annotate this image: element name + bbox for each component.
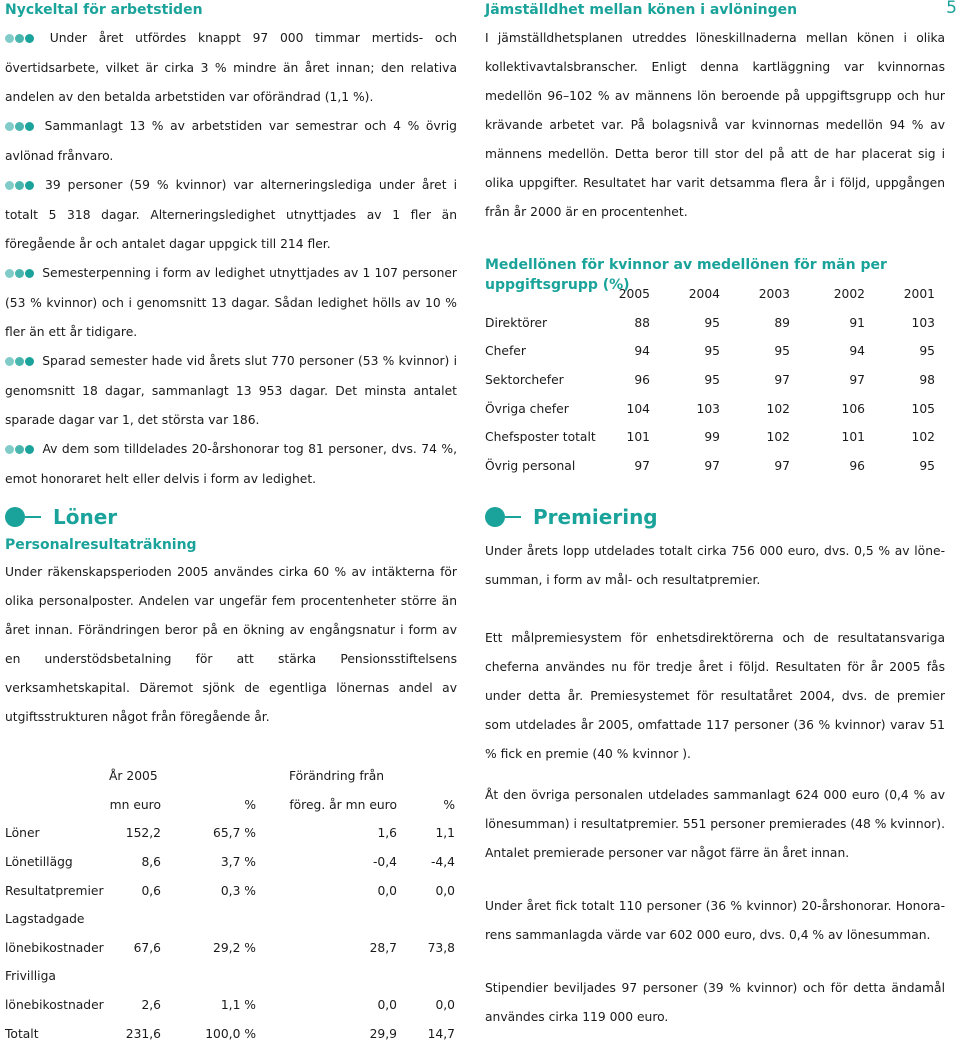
cell-value: 3,7 % <box>220 855 256 870</box>
cell-value: 96 <box>634 373 650 388</box>
cell-value: 103 <box>696 401 720 416</box>
year-header: 2005 <box>618 287 650 302</box>
cell-value <box>105 962 161 991</box>
bullet-item <box>5 171 457 259</box>
cost-table-row <box>5 962 455 991</box>
cell-value: 1,1 <box>435 826 455 841</box>
cell-value <box>161 905 256 934</box>
cell-value: 0,3 % <box>220 883 256 898</box>
cell-value: 102 <box>766 430 790 445</box>
cell-value <box>397 962 455 991</box>
row-label: Resultatpremier <box>5 883 104 898</box>
cell-value: 95 <box>919 344 935 359</box>
cell-value: 102 <box>911 430 935 445</box>
premiering-paragraph: Stipendier beviljades 97 personer (39 % kvinnor) och för detta ändamål användes cirka 119 000 euro. <box>485 981 945 1024</box>
cell-value: 0,6 <box>141 883 161 898</box>
cell-value: 152,2 <box>125 826 161 841</box>
cell-value <box>256 905 397 934</box>
cell-value: 100,0 % <box>205 1026 256 1041</box>
cell-value: 97 <box>849 373 865 388</box>
row-label: Chefer <box>485 344 526 359</box>
cell-value: 89 <box>774 315 790 330</box>
salary-ratio-row <box>485 452 935 481</box>
salary-ratio-row <box>485 366 935 395</box>
premiering-paragraph: Under året fick totalt 110 personer (36 % kvinnor) 20-årshonorar. Honorarens sammanlagda värde var 602 000 euro, dvs. 0,4 % av lönesumman. <box>485 899 945 942</box>
cost-table-row <box>5 1019 455 1048</box>
row-label: Övrig personal <box>485 458 576 473</box>
cell-value <box>397 905 455 934</box>
row-label: Frivilliga <box>5 969 56 984</box>
change-group-header: Förändring från <box>289 769 385 784</box>
cell-value: 94 <box>849 344 865 359</box>
cost-table-wrap <box>5 762 457 1048</box>
bullet-text: Sammanlagt 13 % av arbetstiden var semestrar och 4 % övrig avlönad frånvaro. <box>5 119 457 163</box>
bullet-dots-icon <box>5 25 35 54</box>
cost-table-unit-header <box>5 791 455 820</box>
bullet-dots-icon <box>5 348 35 377</box>
bullet-text: Sparad semester hade vid årets slut 770 personer (53 % kvinnor) i genomsnitt 18 dagar, sammanlagt 13 953 dagar. Det minsta antalet sparade dagar var 1, det största var 186. <box>5 354 457 427</box>
bullet-dots-icon <box>5 260 35 289</box>
year-group-header: År 2005 <box>109 769 158 784</box>
bullet-dots-icon <box>5 436 35 465</box>
cell-value: 8,6 <box>141 855 161 870</box>
cell-value: 1,1 % <box>220 998 256 1013</box>
cell-value <box>256 962 397 991</box>
premiering-heading-text: Premiering <box>533 505 658 529</box>
loner-heading <box>5 502 457 532</box>
bullet-item <box>5 112 457 171</box>
cell-value: 97 <box>774 458 790 473</box>
page-number: 5 <box>946 0 957 18</box>
cell-value: 28,7 <box>369 940 397 955</box>
cell-value: 95 <box>704 373 720 388</box>
row-label: Lönetillägg <box>5 855 73 870</box>
unit-header: % <box>443 797 455 812</box>
cell-value: 95 <box>919 458 935 473</box>
cell-value: 97 <box>704 458 720 473</box>
cost-table-row <box>5 819 455 848</box>
bullet-item <box>5 347 457 435</box>
cell-value: 88 <box>634 315 650 330</box>
cell-value: 1,6 <box>377 826 397 841</box>
year-header: 2003 <box>758 287 790 302</box>
premiering-section <box>485 502 945 1032</box>
row-label: Direktörer <box>485 315 548 330</box>
cell-value: -4,4 <box>431 855 455 870</box>
cell-value: 67,6 <box>133 940 161 955</box>
bullet-dots-icon <box>5 113 35 142</box>
cost-table-row <box>5 848 455 877</box>
left-column <box>5 0 457 494</box>
loner-heading-text: Löner <box>53 505 118 529</box>
cell-value: 14,7 <box>427 1026 455 1041</box>
premiering-paragraph: Ett målpremiesystem för enhetsdirektörerna och de resultatansvariga cheferna användes nu för tredje året i följd. Resultaten för år 2005 fås under detta år. Premiesystemet för resultatåret 2004, dvs. de premier som utdelades år 2005, omfattade 117 personer (36 % kvinnor) varav 51 % fick en premie (40 % kvinnor ). <box>485 631 945 761</box>
premiering-paragraph: Under årets lopp utdelades totalt cirka 756 000 euro, dvs. 0,5 % av lönesumman, i form av mål- och resultatpremier. <box>485 544 945 587</box>
cell-value: 97 <box>774 373 790 388</box>
cell-value: 94 <box>634 344 650 359</box>
bullet-text: Av dem som tilldelades 20-årshonorar tog 81 personer, dvs. 74 %, emot honoraret helt eller delvis i form av ledighet. <box>5 442 457 486</box>
cell-value: 95 <box>774 344 790 359</box>
cell-value: 0,0 <box>435 883 455 898</box>
personnel-result-subheading: Personalresultaträkning <box>5 537 197 553</box>
cell-value: 91 <box>849 315 865 330</box>
loner-text: Under räkenskapsperioden 2005 användes cirka 60 % av intäkterna för olika personalposter. Andelen var ungefär fem procentenheter större än året innan. Förändringen beror på en ökning av engångsnatur i form av en understödsbetalning för att stärka Pensionsstiftelsens verksamhetskapital. Däremot sjönk de egentliga lönernas andel av utgiftsstrukturen något från föregående år. <box>5 565 457 724</box>
cell-value: 98 <box>919 373 935 388</box>
row-label: Chefsposter totalt <box>485 430 596 445</box>
year-header: 2004 <box>688 287 720 302</box>
unit-header: % <box>244 797 256 812</box>
cell-value: 97 <box>634 458 650 473</box>
cell-value: 106 <box>841 401 865 416</box>
cost-table-row <box>5 876 455 905</box>
cell-value: 231,6 <box>125 1026 161 1041</box>
cell-value: 29,9 <box>369 1026 397 1041</box>
salary-ratio-row <box>485 394 935 423</box>
row-label: lönebikostnader <box>5 998 104 1013</box>
cell-value: -0,4 <box>373 855 397 870</box>
cell-value: 101 <box>626 430 650 445</box>
bullet-item <box>5 24 457 112</box>
bullet-text: Under året utfördes knappt 97 000 timmar mertids- och övertidsarbete, vilket är cirka 3 % mindre än året innan; den relativa andelen av den betalda arbetstiden var oförändrad (1,1 %). <box>5 31 457 104</box>
equality-text: I jämställdhetsplanen utreddes löneskillnaderna mellan könen i olika kollektivavtalsbranscher. Enligt denna kartläggning var kvinnornas medellön 96–102 % av männens lön beroende på uppgiftsgrupp och hur krävande arbetet var. På bolagsnivå var kvinnornas medellön 94 % av männens medellön. Detta beror till stor del på att de har placerat sig i olika uppgifter. Resultatet har varit detsamma flera år i följd, uppgången från år 2000 är en procentenhet. <box>485 31 945 219</box>
cell-value: 96 <box>849 458 865 473</box>
cell-value: 99 <box>704 430 720 445</box>
loner-section <box>5 502 457 732</box>
unit-header: föreg. år mn euro <box>289 797 397 812</box>
cell-value: 101 <box>841 430 865 445</box>
cell-value: 0,0 <box>377 883 397 898</box>
cell-value: 65,7 % <box>213 826 256 841</box>
cell-value: 105 <box>911 401 935 416</box>
row-label: Lagstadgade <box>5 912 85 927</box>
cost-table-group-header <box>5 762 455 791</box>
salary-table-wrap <box>485 280 945 480</box>
year-header: 2002 <box>833 287 865 302</box>
key-figures-heading: Nyckeltal för arbetstiden <box>5 2 203 18</box>
cell-value <box>161 962 256 991</box>
cell-value: 104 <box>626 401 650 416</box>
premiering-heading <box>485 502 945 532</box>
row-label: Löner <box>5 826 40 841</box>
bullet-item <box>5 259 457 347</box>
cost-table-row <box>5 905 455 934</box>
salary-ratio-table <box>485 280 935 480</box>
row-label: lönebikostnader <box>5 940 104 955</box>
cell-value: 103 <box>911 315 935 330</box>
equality-heading: Jämställdhet mellan könen i avlöningen <box>485 2 798 18</box>
bullet-dots-icon <box>5 172 35 201</box>
cell-value: 0,0 <box>435 998 455 1013</box>
cell-value: 95 <box>704 344 720 359</box>
unit-header: mn euro <box>109 797 161 812</box>
row-label: Totalt <box>5 1026 39 1041</box>
bullet-text: 39 personer (59 % kvinnor) var alterneringslediga under året i totalt 5 318 dagar. Alterneringsledighet utnyttjades av 1 fler än föregående år och antalet dagar uppgick till 214 fler. <box>5 178 457 251</box>
salary-ratio-row <box>485 423 935 452</box>
salary-ratio-header <box>485 280 935 309</box>
cell-value: 2,6 <box>141 998 161 1013</box>
cost-table <box>5 762 455 1048</box>
cost-table-row <box>5 934 455 963</box>
cell-value: 29,2 % <box>213 940 256 955</box>
year-header: 2001 <box>903 287 935 302</box>
right-column <box>485 0 945 295</box>
cell-value: 0,0 <box>377 998 397 1013</box>
cell-value: 95 <box>704 315 720 330</box>
cell-value <box>105 905 161 934</box>
salary-ratio-title: Medellönen för kvinnor av medellönen för män per uppgiftsgrupp (%) <box>485 257 887 293</box>
cost-table-row <box>5 991 455 1020</box>
section-dot-icon <box>485 507 521 527</box>
cell-value: 102 <box>766 401 790 416</box>
cell-value: 73,8 <box>427 940 455 955</box>
salary-ratio-row <box>485 309 935 338</box>
bullet-item <box>5 435 457 494</box>
premiering-paragraph: Åt den övriga personalen utdelades sammanlagt 624 000 euro (0,4 % av lönesumman) i resultatpremier. 551 personer premierades (48 % kvinnor). Antalet premierade personer var något färre än året innan. <box>485 788 945 860</box>
bullet-text: Semesterpenning i form av ledighet utnyttjades av 1 107 personer (53 % kvinnor) och i genomsnitt 13 dagar. Sådan ledighet hölls av 10 % fler än ett år tidigare. <box>5 266 457 339</box>
salary-ratio-row <box>485 337 935 366</box>
row-label: Sektorchefer <box>485 373 564 388</box>
section-dot-icon <box>5 507 41 527</box>
row-label: Övriga chefer <box>485 401 569 416</box>
